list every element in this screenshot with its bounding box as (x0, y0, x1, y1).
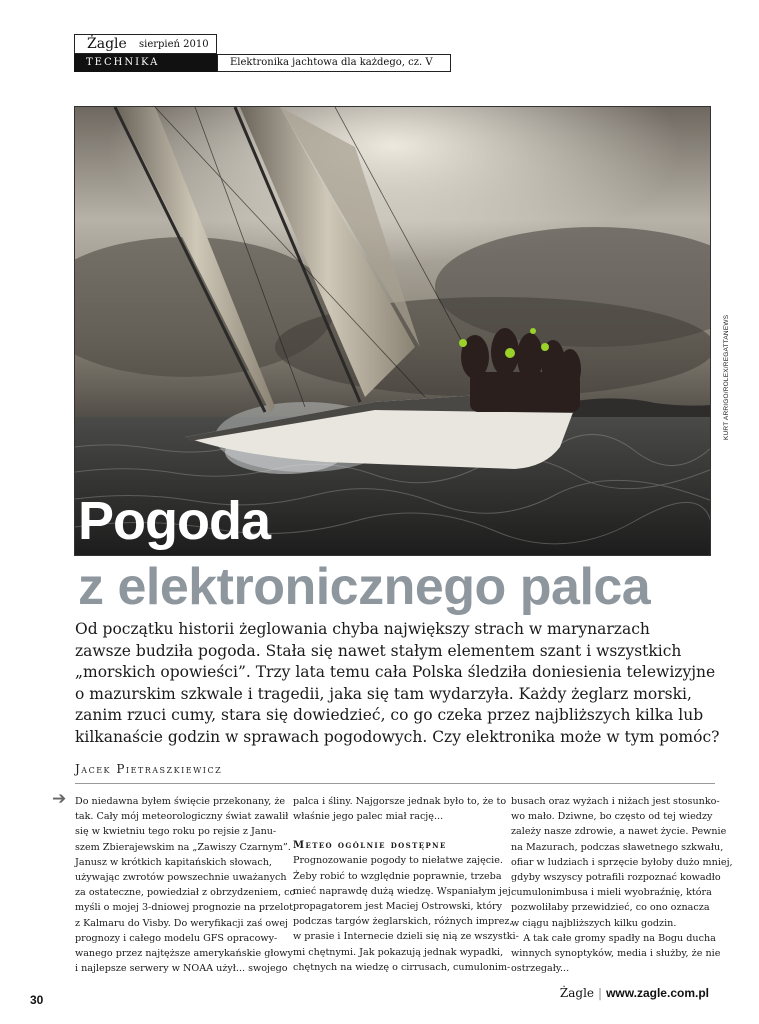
body-column-1 (75, 794, 296, 976)
section-subheading: Meteo ogólnie dostępne (293, 840, 447, 852)
body-line: ofiar w ludziach i sprzęcie byłoby dużo mniej, (511, 856, 733, 868)
body-line: gdyby wszyscy potrafili rozpoznać kowadło (511, 872, 721, 884)
body-line: prognozy i całego modelu GFS opracowy- (75, 932, 278, 944)
body-line: wanego przez najtęższe amerykańskie głowy (75, 948, 293, 960)
body-line: właśnie jego palec miał rację... (293, 811, 444, 823)
byline-divider (75, 783, 715, 784)
body-line: palca i śliny. Najgorsze jednak było to, że to (293, 796, 507, 807)
body-line: Do niedawna byłem święcie przekonany, że (75, 796, 286, 807)
body-line: i najlepsze serwery w NOAA użył... swojego (75, 963, 288, 975)
arrow-right-icon: ➔ (52, 789, 67, 809)
issue-date: sierpień 2010 (139, 39, 209, 50)
body-line: w ciągu najbliższych kilku godzin. (511, 917, 677, 929)
body-line: chętnych na wiedzę o cirrusach, cumulonim- (293, 961, 511, 973)
section-label: TECHNIKA (74, 54, 217, 72)
body-line: winnych synoptyków, media i służby, że nie (511, 948, 721, 960)
body-column-3 (511, 794, 733, 976)
body-line: używając zwrotów powszechnie uważanych (75, 872, 287, 884)
footer-separator: | (598, 986, 603, 1000)
body-line: cumulonimbusa i mieli wyobraźnię, która (511, 887, 712, 899)
footer-magazine-name: Żagle (559, 986, 595, 1000)
body-line: busach oraz wyżach i niżach jest stosunko- (511, 796, 720, 807)
sailing-yacht-photo (74, 106, 711, 556)
author-byline: Jacek Pietraszkiewicz (75, 762, 223, 776)
body-line: Prognozowanie pogody to niełatwe zajęcie. (293, 855, 503, 867)
body-line: myśli o mojej 3-dniowej prognozie na przelot (75, 902, 293, 914)
body-line: tak. Cały mój meteorologiczny świat zawalił (75, 811, 289, 823)
photo-credit (713, 314, 730, 440)
lead-line: kilkanaście godzin w sprawach pogodowych. Czy elektronika może w tym pomóc? (75, 727, 720, 746)
body-line: mieć naprawdę dużą wiedzę. Wspaniałym jej (293, 885, 511, 897)
lead-paragraph (75, 619, 720, 748)
footer-website-link[interactable]: www.zagle.com.pl (606, 986, 709, 1000)
body-line: na Mazurach, podczas sławetnego szkwału, (511, 841, 724, 853)
body-line: Janusz w krótkich kapitańskich słowach, (75, 856, 272, 868)
body-line: za ostateczne, powiedział z obrzydzeniem, co (75, 887, 296, 899)
body-line: szem Zbierajewskim na „Zawiszy Czarnym”. (75, 841, 291, 853)
body-line: Żeby robić to względnie poprawnie, trzeba (293, 870, 502, 882)
series-title: Elektronika jachtowa dla każdego, cz. V (217, 54, 451, 72)
body-line: mi chętnymi. Jak pokazują jednak wypadki, (293, 946, 504, 958)
lead-line: Od początku historii żeglowania chyba największy strach w marynarzach (75, 620, 650, 638)
body-line: wo mało. Dziwne, bo często od tej wiedzy (511, 811, 713, 823)
photo-credit-text: KURT ARRIGO/ROLEX/REGATTANEWS (723, 314, 730, 440)
body-line: się w kwietniu tego roku po rejsie z Janu- (75, 826, 277, 838)
lead-line: o mazurskim szkwale i tragedii, jaka się tam wydarzyła. Każdy żeglarz morski, (75, 684, 692, 703)
body-line: w prasie i Internecie dzieli się nią ze wszystki- (293, 931, 519, 943)
body-line: ostrzegały... (511, 963, 570, 975)
body-line: A tak całe gromy spadły na Bogu ducha (511, 932, 716, 944)
lead-line: zawsze budziła pogoda. Stała się nawet stałym elementem szant i wszystkich (75, 641, 682, 660)
body-column-2 (293, 794, 519, 975)
headline-line-1: Pogoda (78, 491, 270, 551)
body-line: z Kalmaru do Visby. Do weryfikacji zaś owej (75, 917, 288, 929)
body-line: propagatorem jest Maciej Ostrowski, który (293, 901, 503, 913)
masthead-box (74, 34, 217, 54)
page-number: 30 (30, 993, 44, 1007)
body-line: pozwoliłaby przewidzieć, co ono oznacza (511, 902, 710, 914)
body-line: podczas targów żeglarskich, różnych imprez, (293, 916, 513, 928)
lead-line: zanim rzuci cumy, stara się dowiedzieć, co go czeka przez najbliższych kilka lub (75, 706, 704, 724)
headline-line-2: z elektronicznego palca (78, 558, 651, 616)
footer (560, 986, 709, 1000)
magazine-name: Żagle (87, 36, 127, 52)
lead-line: „morskich opowieści”. Trzy lata temu cała Polska śledziła doniesienia telewizyjne (75, 663, 716, 681)
body-line: zależy nasze zdrowie, a nawet życie. Pewnie (511, 826, 727, 838)
